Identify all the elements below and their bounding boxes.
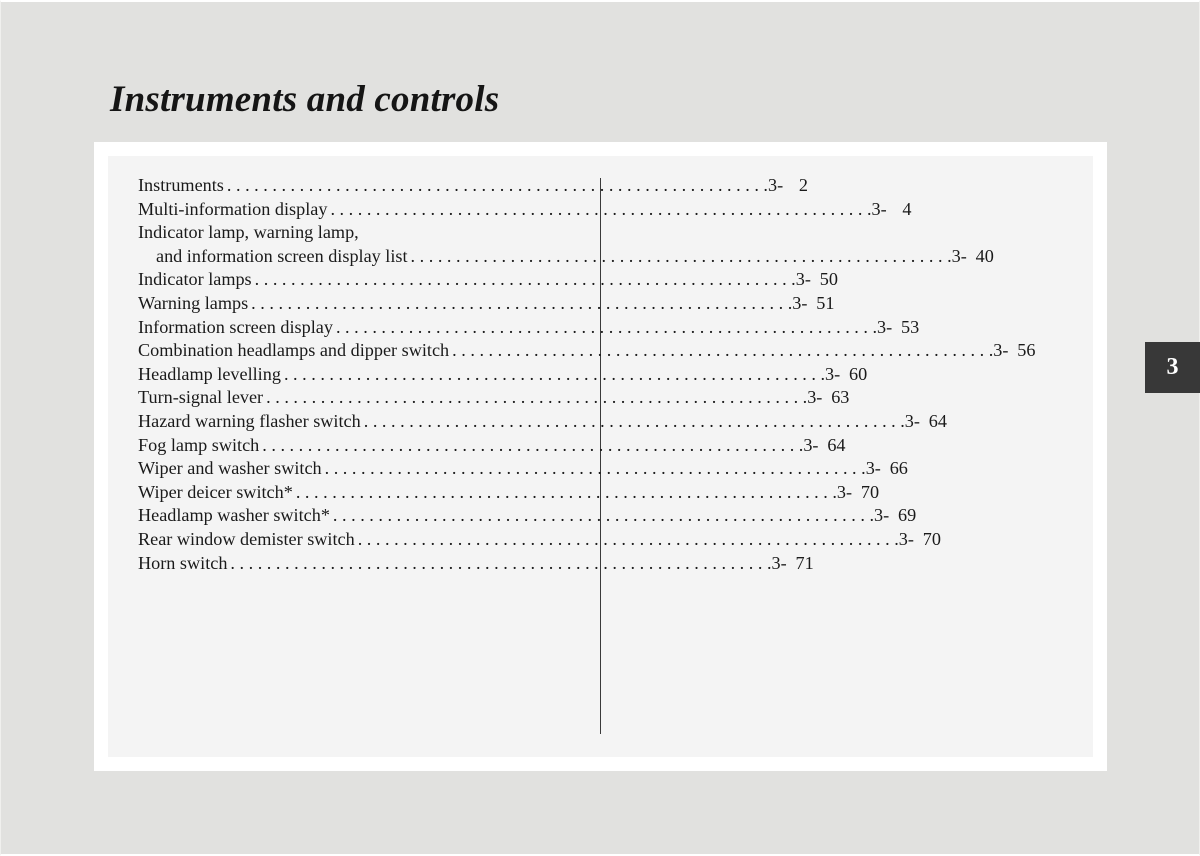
- dot-leader: [333, 316, 877, 340]
- dot-leader: [330, 504, 874, 528]
- toc-entry-page: 3- 51: [792, 292, 835, 313]
- toc-entry[interactable]: [138, 434, 846, 458]
- toc-entry[interactable]: [138, 198, 912, 222]
- section-title: Instruments and controls: [110, 79, 500, 120]
- dot-leader: [361, 410, 905, 434]
- toc-entry-page: 3- 70: [898, 528, 941, 549]
- dot-leader: [248, 292, 792, 316]
- dot-leader: [322, 457, 866, 481]
- dot-leader: [227, 552, 771, 576]
- toc-entry-page: 3- 63: [807, 387, 850, 408]
- toc-entry[interactable]: [138, 457, 908, 481]
- dot-leader: [449, 339, 993, 363]
- toc-entry-page: 3- 64: [904, 410, 947, 431]
- toc-entry-page: 3- 50: [795, 269, 838, 290]
- toc-entry[interactable]: [138, 174, 808, 198]
- toc-entry[interactable]: [138, 410, 947, 434]
- toc-entry[interactable]: [138, 481, 880, 505]
- toc-entry-label: Hazard warning flasher switch: [138, 410, 361, 431]
- toc-entry-page: 3- 66: [865, 458, 908, 479]
- toc-entry-label: Warning lamps: [138, 292, 249, 313]
- toc-entry[interactable]: [138, 292, 835, 316]
- toc-entry-label: Fog lamp switch: [138, 434, 260, 455]
- toc-entry-label: Information screen display: [138, 316, 333, 337]
- toc-entry-page: 3- 56: [993, 340, 1036, 361]
- toc-entry-label: Indicator lamps: [138, 269, 252, 290]
- toc-entry[interactable]: [138, 528, 941, 552]
- dot-leader: [224, 174, 768, 198]
- toc-entry-label: Instruments: [138, 175, 224, 195]
- toc-entry[interactable]: [138, 221, 578, 245]
- toc-entry-label: Indicator lamp, warning lamp,: [138, 222, 359, 243]
- toc-entry-page: 3- 2: [767, 175, 808, 195]
- toc-entry-page: 3- 70: [836, 481, 880, 502]
- toc-entry-page: 3- 4: [871, 198, 912, 219]
- toc-entry[interactable]: [138, 363, 868, 387]
- toc-entry[interactable]: [138, 386, 850, 410]
- toc-entry-label: Turn-signal lever: [138, 387, 264, 408]
- toc-entry-label: Wiper and washer switch: [138, 458, 322, 479]
- dot-leader: [408, 245, 952, 269]
- toc-entry[interactable]: [138, 504, 917, 528]
- toc-entry[interactable]: [138, 245, 994, 269]
- chapter-tab[interactable]: 3: [1145, 342, 1200, 393]
- toc-entry-page: 3- 53: [877, 316, 920, 337]
- toc-entry-label: Headlamp levelling: [138, 363, 281, 384]
- toc-entry-page: 3- 60: [825, 363, 868, 384]
- toc-entry-label: and information screen display list: [156, 245, 408, 266]
- toc-entry-label: Headlamp washer switch*: [138, 505, 330, 526]
- toc-entry[interactable]: [138, 268, 838, 292]
- table-of-contents: [138, 174, 1036, 575]
- dot-leader: [327, 198, 871, 222]
- toc-entry[interactable]: [138, 316, 920, 340]
- toc-entry-label: Multi-information display: [138, 198, 328, 219]
- toc-entry-label: Rear window demister switch: [138, 528, 355, 549]
- toc-entry-page: 3- 40: [951, 245, 994, 266]
- toc-entry-page: 3- 69: [874, 505, 917, 526]
- dot-leader: [281, 363, 825, 387]
- toc-entry-page: 3- 64: [803, 434, 846, 455]
- dot-leader: [252, 268, 796, 292]
- dot-leader: [259, 434, 803, 458]
- dot-leader: [263, 386, 807, 410]
- toc-entry-label: Wiper deicer switch*: [138, 481, 293, 502]
- dot-leader: [355, 528, 899, 552]
- dot-leader: [293, 481, 837, 505]
- toc-entry[interactable]: [138, 339, 1036, 363]
- toc-entry-label: Horn switch: [138, 552, 228, 573]
- toc-entry[interactable]: [138, 552, 814, 576]
- toc-entry-label: Combination headlamps and dipper switch: [138, 340, 450, 361]
- toc-entry-page: 3- 71: [771, 552, 814, 573]
